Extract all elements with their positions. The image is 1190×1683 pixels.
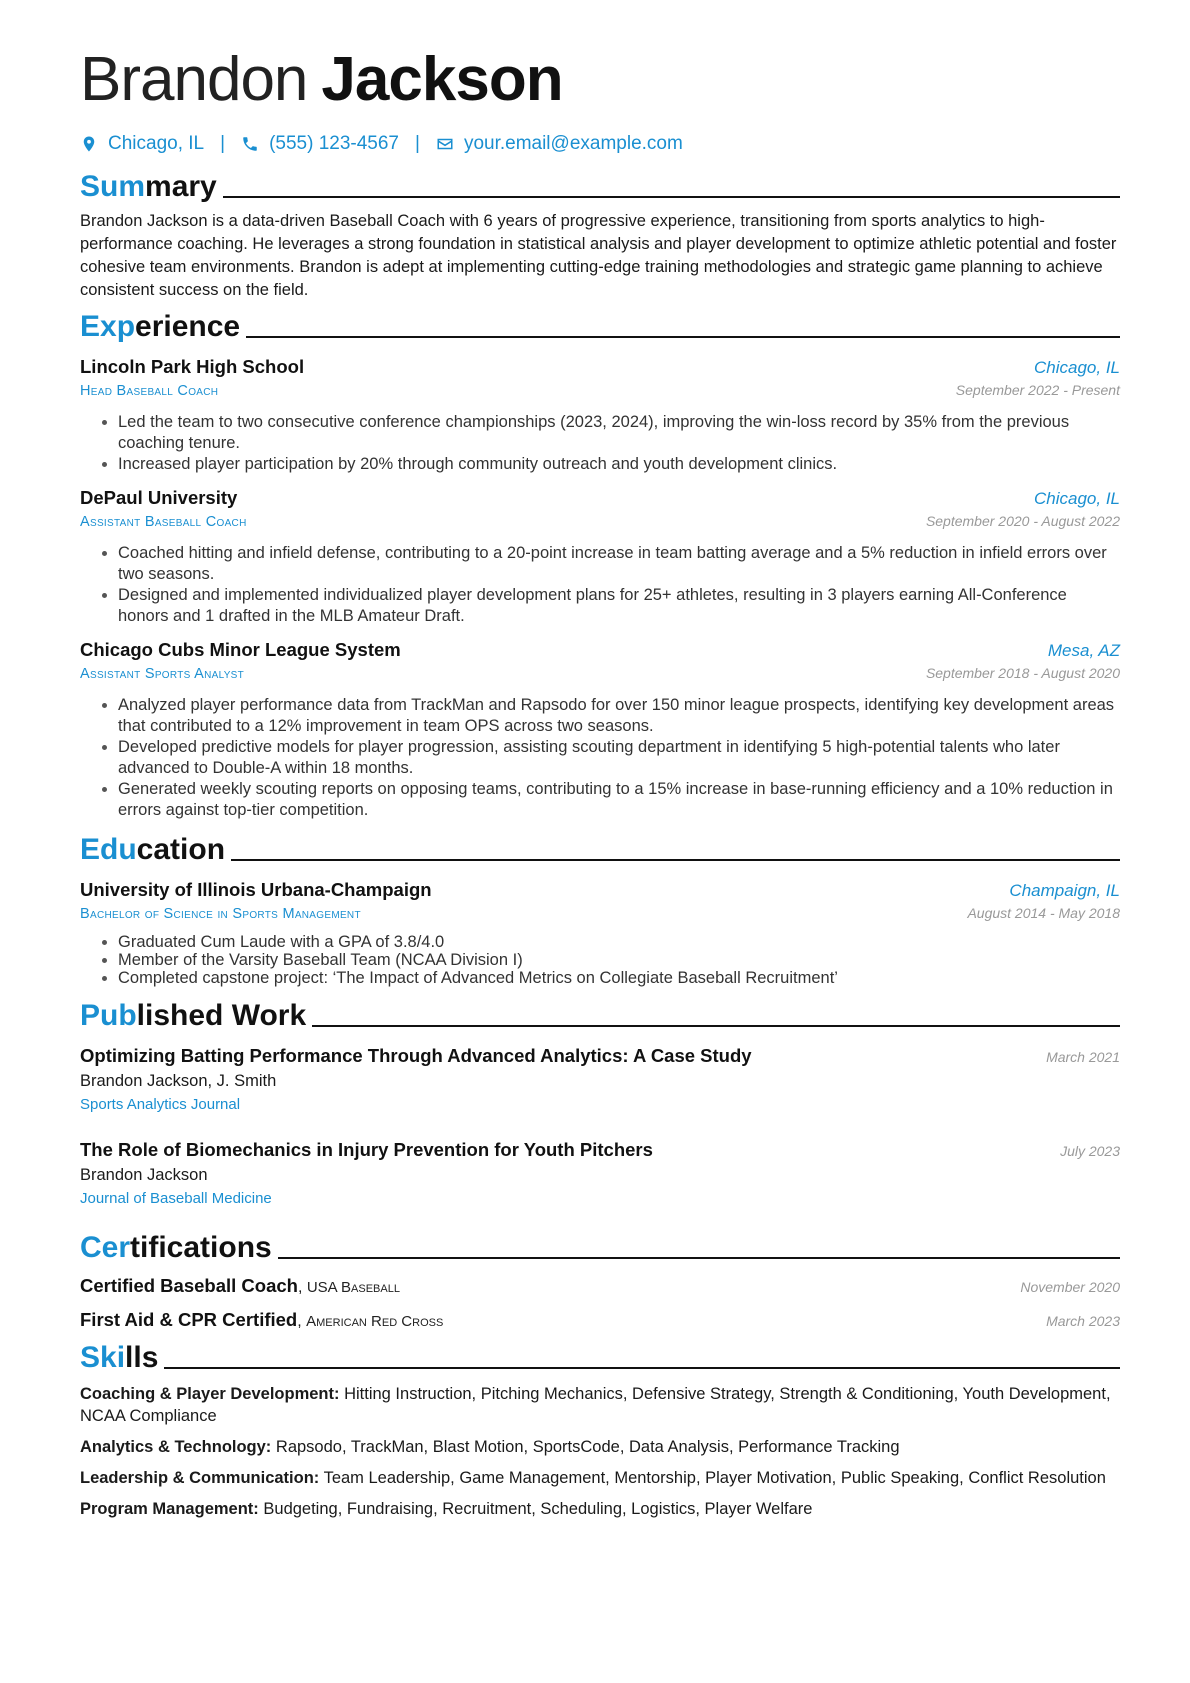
bullet-item: • Graduated Cum Laude with a GPA of 3.8/4.0	[118, 933, 1120, 951]
section-summary-header	[80, 168, 1120, 206]
envelope-icon	[436, 135, 454, 153]
certification-issuer: American Red Cross	[306, 1313, 444, 1330]
skill-line	[80, 1436, 1120, 1458]
bullet-item: • Completed capstone project: ‘The Impact of Advanced Metrics on Collegiate Baseball Recruitment’	[118, 969, 1120, 987]
section-experience-header	[80, 308, 1120, 346]
section-rule	[278, 1257, 1120, 1259]
last-name: Jackson	[321, 45, 563, 114]
skill-category: Leadership & Communication:	[80, 1469, 320, 1487]
publication-journal[interactable]: Journal of Baseball Medicine	[80, 1190, 272, 1207]
publication-entry	[80, 1043, 1120, 1117]
phone-text: (555) 123-4567	[269, 133, 399, 154]
section-title: Education	[80, 833, 226, 866]
bullet-item: • Coached hitting and infield defense, contributing to a 20-point increase in team batting average and a 5% reduction in infield errors over two seasons.	[118, 543, 1120, 585]
bullet-item: • Analyzed player performance data from TrackMan and Rapsodo for over 150 minor league prospects, identifying key development areas that contributed to a 12% improvement in team OPS across two seasons.	[118, 695, 1120, 737]
publication-authors: Brandon Jackson, J. Smith	[80, 1072, 277, 1090]
publication-date: July 2023	[1060, 1143, 1120, 1159]
section-title: Experience	[80, 310, 241, 343]
job-title: Assistant Sports Analyst	[80, 666, 245, 682]
contact-phone[interactable]	[241, 133, 399, 155]
map-pin-icon	[80, 135, 98, 153]
school-location: Champaign, IL	[1009, 881, 1120, 900]
experience-entry	[80, 637, 1120, 821]
job-location: Chicago, IL	[1034, 489, 1120, 508]
phone-icon	[241, 135, 259, 153]
first-name: Brandon	[80, 45, 308, 114]
skill-line	[80, 1498, 1120, 1520]
location-text: Chicago, IL	[108, 133, 205, 154]
email-link: your.email@example.com	[463, 133, 683, 154]
section-title: Certifications	[80, 1231, 272, 1264]
employer-name: Lincoln Park High School	[80, 356, 305, 377]
certification-entry: First Aid & CPR Certified, American Red Cross March 2023	[80, 1309, 1120, 1330]
job-location: Chicago, IL	[1034, 358, 1120, 377]
section-education-header	[80, 831, 1120, 869]
publication-authors: Brandon Jackson	[80, 1166, 208, 1184]
skill-category: Coaching & Player Development:	[80, 1385, 340, 1403]
skill-category: Analytics & Technology:	[80, 1438, 272, 1456]
bullet-item: • Led the team to two consecutive conference championships (2023, 2024), improving the win-loss record by 35% from the previous coaching tenure.	[118, 412, 1120, 454]
section-title: Published Work	[80, 999, 307, 1032]
experience-entry	[80, 485, 1120, 627]
certification-issuer: USA Baseball	[306, 1279, 400, 1296]
skill-items: Hitting Instruction, Pitching Mechanics, Defensive Strategy, Strength & Conditioning, Youth Development, NCAA Compliance	[80, 1385, 1111, 1425]
section-certifications-header	[80, 1229, 1120, 1267]
publication-title: Optimizing Batting Performance Through Advanced Analytics: A Case Study	[80, 1045, 752, 1066]
job-dates: September 2018 - August 2020	[925, 665, 1120, 681]
certification-date: November 2020	[1020, 1279, 1120, 1295]
publication-date: March 2021	[1046, 1049, 1120, 1065]
section-published-header	[80, 997, 1120, 1035]
bullet-item: • Increased player participation by 20% through community outreach and youth development clinics.	[118, 454, 1120, 475]
skill-items: Team Leadership, Game Management, Mentorship, Player Motivation, Public Speaking, Conflict Resolution	[323, 1469, 1106, 1487]
certification-date: March 2023	[1046, 1313, 1120, 1329]
skill-line	[80, 1383, 1120, 1427]
section-rule	[246, 336, 1120, 338]
summary-text: Brandon Jackson is a data-driven Baseball Coach with 6 years of progressive experience, transitioning from sports analytics to high-performance coaching. He leverages a strong foundation in statistical analysis and player development to optimize athletic potential and foster cohesive team environments. Brandon is adept at implementing cutting-edge training methodologies and strategic game planning to achieve consistent success on the field.	[80, 212, 1117, 299]
contact-separator: |	[415, 133, 420, 154]
candidate-name	[80, 40, 1120, 120]
section-title: Summary	[80, 170, 217, 203]
skill-items: Rapsodo, TrackMan, Blast Motion, SportsCode, Data Analysis, Performance Tracking	[275, 1438, 900, 1456]
education-entry	[80, 877, 1120, 987]
section-rule	[223, 196, 1120, 198]
employer-name: DePaul University	[80, 487, 238, 508]
bullet-list	[80, 412, 1120, 475]
bullet-item: • Generated weekly scouting reports on opposing teams, contributing to a 15% increase in base-running efficiency and a 10% reduction in errors against top-tier competition.	[118, 779, 1120, 821]
job-location: Mesa, AZ	[1047, 641, 1120, 660]
school-name: University of Illinois Urbana-Champaign	[80, 879, 432, 900]
bullet-item: • Member of the Varsity Baseball Team (NCAA Division I)	[118, 951, 1120, 969]
job-title: Assistant Baseball Coach	[80, 514, 247, 530]
bullet-item: • Developed predictive models for player progression, assisting scouting department in identifying 5 high-potential talents who later advanced to Double-A within 18 months.	[118, 737, 1120, 779]
bullet-list	[80, 695, 1120, 821]
certification-name: Certified Baseball Coach	[80, 1275, 298, 1296]
job-dates: September 2020 - August 2022	[925, 513, 1120, 529]
experience-entry	[80, 354, 1120, 475]
employer-name: Chicago Cubs Minor League System	[80, 639, 401, 660]
skill-items: Budgeting, Fundraising, Recruitment, Scheduling, Logistics, Player Welfare	[263, 1500, 813, 1518]
section-rule	[164, 1367, 1120, 1369]
certification-entry: Certified Baseball Coach, USA Baseball November 2020	[80, 1275, 1120, 1296]
contact-location	[80, 133, 204, 155]
resume-page	[80, 40, 1120, 1520]
bullet-item: • Designed and implemented individualized player development plans for 25+ athletes, resulting in 3 players earning All-Conference honors and 1 drafted in the MLB Amateur Draft.	[118, 585, 1120, 627]
bullet-list	[80, 543, 1120, 627]
contact-email[interactable]	[436, 133, 683, 155]
contact-bar	[80, 130, 1120, 158]
job-title: Head Baseball Coach	[80, 383, 219, 399]
skill-line	[80, 1467, 1120, 1489]
section-rule	[312, 1025, 1120, 1027]
certification-name: First Aid & CPR Certified	[80, 1309, 298, 1330]
section-title: Skills	[80, 1341, 159, 1374]
section-skills-header	[80, 1339, 1120, 1377]
contact-separator: |	[220, 133, 226, 154]
skill-category: Program Management:	[80, 1500, 259, 1518]
job-dates: September 2022 - Present	[955, 382, 1120, 398]
publication-title: The Role of Biomechanics in Injury Prevention for Youth Pitchers	[80, 1139, 653, 1160]
degree: Bachelor of Science in Sports Management	[80, 906, 361, 922]
education-dates: August 2014 - May 2018	[967, 905, 1120, 921]
publication-entry	[80, 1137, 1120, 1211]
bullet-list	[80, 933, 1120, 987]
publication-journal[interactable]: Sports Analytics Journal	[80, 1096, 241, 1113]
section-rule	[231, 859, 1120, 861]
